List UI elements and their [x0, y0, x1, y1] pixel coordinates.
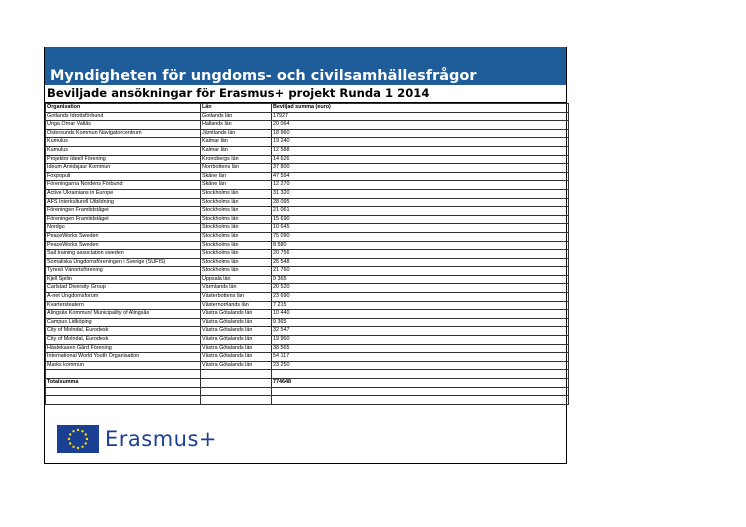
table-row — [46, 112, 569, 121]
cell-amount: 18 960 — [272, 129, 569, 138]
flag-star — [72, 430, 74, 432]
header-banner — [45, 47, 566, 85]
cell-lan: Stockholms län — [201, 258, 272, 267]
cell-organisation: City of Molndal, Eurodesk — [46, 327, 201, 336]
column-header-amount: Beviljad summa (euro) — [272, 104, 569, 113]
table-row — [46, 172, 569, 181]
flag-star — [86, 438, 88, 440]
cell-amount: 15 690 — [272, 215, 569, 224]
flag-star — [69, 442, 71, 444]
cell-organisation: Föreningen Framtidståget — [46, 207, 201, 216]
spacer-row — [46, 387, 569, 396]
cell-amount: 7 215 — [272, 301, 569, 310]
cell-organisation: Föreningen Framtidståget — [46, 215, 201, 224]
total-row — [46, 379, 569, 388]
cell-amount: 19 240 — [272, 138, 569, 147]
spreadsheet-page — [44, 47, 567, 464]
flag-star — [85, 433, 87, 435]
cell-lan: Kronobergs län — [201, 155, 272, 164]
table-row — [46, 181, 569, 190]
cell-organisation: Carlstad Diversity Group — [46, 284, 201, 293]
cell-organisation: Nordgu — [46, 224, 201, 233]
cell-lan: Kalmar län — [201, 138, 272, 147]
cell-amount: 37 800 — [272, 164, 569, 173]
cell-lan: Stockholms län — [201, 189, 272, 198]
table-row — [46, 318, 569, 327]
cell-lan: Västra Götalands län — [201, 344, 272, 353]
cell-lan: Stockholms län — [201, 215, 272, 224]
table-row — [46, 232, 569, 241]
cell-organisation: Tyresö Vänortsförening — [46, 267, 201, 276]
cell-organisation: International World Youth Organisation — [46, 353, 201, 362]
cell-lan: Stockholms län — [201, 207, 272, 216]
flag-star — [81, 446, 83, 448]
cell-amount: 12 588 — [272, 146, 569, 155]
eu-flag-icon — [57, 425, 99, 453]
cell-amount: 20 064 — [272, 121, 569, 130]
cell-amount: 38 565 — [272, 344, 569, 353]
table-row — [46, 336, 569, 345]
cell-organisation: Active Ukrainians in Europe — [46, 189, 201, 198]
column-header-organisation: Organisation — [46, 104, 201, 113]
cell-amount: 21 061 — [272, 207, 569, 216]
cell-amount: 8 580 — [272, 241, 569, 250]
cell-lan: Stockholms län — [201, 250, 272, 259]
cell-amount: 17927 — [272, 112, 569, 121]
cell-amount: 75 090 — [272, 232, 569, 241]
table-row — [46, 258, 569, 267]
cell-organisation: Hästekasen Gård Förening — [46, 344, 201, 353]
spacer-row — [46, 396, 569, 405]
table-row — [46, 293, 569, 302]
cell-lan: Värmlands län — [201, 284, 272, 293]
cell-lan: Stockholms län — [201, 224, 272, 233]
table-row — [46, 198, 569, 207]
table-row — [46, 215, 569, 224]
cell-amount: 31 320 — [272, 189, 569, 198]
cell-organisation: AFS Interkulturell Utbildning — [46, 198, 201, 207]
cell-lan: Stockholms län — [201, 241, 272, 250]
grants-table — [45, 103, 569, 405]
cell-organisation: Gotlands Idrottsförbund — [46, 112, 201, 121]
cell-lan: Västra Götalands län — [201, 310, 272, 319]
cell-lan: Västra Götalands län — [201, 327, 272, 336]
table-row — [46, 146, 569, 155]
cell-lan: Uppsala län — [201, 275, 272, 284]
cell-organisation: Alingsås Kommun/ Municipality of Alingsås — [46, 310, 201, 319]
cell-lan: Skåne län — [201, 172, 272, 181]
table-row — [46, 310, 569, 319]
cell-lan: Jämtlands län — [201, 129, 272, 138]
cell-amount: 9 365 — [272, 318, 569, 327]
table-row — [46, 327, 569, 336]
total-value: 774648 — [272, 379, 569, 388]
cell-amount: 14 626 — [272, 155, 569, 164]
cell-amount: 32 547 — [272, 327, 569, 336]
flag-star — [77, 429, 79, 431]
cell-organisation: Föreningarna Nordens Förbund — [46, 181, 201, 190]
cell-amount: 21 760 — [272, 267, 569, 276]
cell-organisation: Kjell Sjelin — [46, 275, 201, 284]
flag-star — [81, 430, 83, 432]
table-row — [46, 155, 569, 164]
cell-organisation: Ideum Arvidsjaur Kommun — [46, 164, 201, 173]
table-row — [46, 267, 569, 276]
table-row — [46, 275, 569, 284]
cell-organisation: Kumulus — [46, 138, 201, 147]
column-header-lan: Län — [201, 104, 272, 113]
table-row — [46, 224, 569, 233]
flag-star — [68, 438, 70, 440]
cell-organisation: PeaceWorks Sweden — [46, 241, 201, 250]
cell-organisation: City of Molndal, Eurodesk — [46, 336, 201, 345]
cell-lan: Västernorrlands län — [201, 301, 272, 310]
cell-organisation: Östersunds Kommun Navigatorcentrum — [46, 129, 201, 138]
cell-organisation: Campus Lidköping — [46, 318, 201, 327]
cell-lan: Västra Götalands län — [201, 361, 272, 370]
table-row — [46, 207, 569, 216]
table-row — [46, 129, 569, 138]
cell-lan: Norrbottens län — [201, 164, 272, 173]
cell-organisation: Unga Örnar Vallås — [46, 121, 201, 130]
cell-amount: 10 440 — [272, 310, 569, 319]
cell-lan: Västra Götalands län — [201, 336, 272, 345]
table-body — [46, 112, 569, 370]
flag-star — [72, 446, 74, 448]
cell-amount: 20 756 — [272, 250, 569, 259]
cell-lan: Gotlands län — [201, 112, 272, 121]
cell-organisation: Somaliska Ungdomsföreningen i Sverige (SUFIS) — [46, 258, 201, 267]
table-row — [46, 250, 569, 259]
cell-organisation: Projektor Ideell Förening — [46, 155, 201, 164]
table-row — [46, 189, 569, 198]
cell-organisation: Marks kommun — [46, 361, 201, 370]
cell-lan: Stockholms län — [201, 232, 272, 241]
flag-star — [85, 442, 87, 444]
erasmus-logo-text: Erasmus+ — [105, 427, 218, 451]
table-row — [46, 353, 569, 362]
table-row — [46, 121, 569, 130]
table-row — [46, 138, 569, 147]
cell-lan: Västra Götalands län — [201, 353, 272, 362]
table-header-row — [46, 104, 569, 113]
cell-lan: Västerbottens län — [201, 293, 272, 302]
cell-amount: 12 270 — [272, 181, 569, 190]
cell-organisation: Kumulus — [46, 146, 201, 155]
erasmus-logo — [57, 425, 217, 453]
flag-star — [77, 447, 79, 449]
cell-organisation: PeaceWorks Sweden — [46, 232, 201, 241]
cell-lan: Stockholms län — [201, 267, 272, 276]
cell-organisation: A-net Ungdomsforum — [46, 293, 201, 302]
cell-amount: 47 594 — [272, 172, 569, 181]
cell-organisation: Kvartersteatern — [46, 301, 201, 310]
table-row — [46, 284, 569, 293]
cell-lan: Hallands län — [201, 121, 272, 130]
spacer-row — [46, 370, 569, 379]
cell-organisation: Foxpopuli — [46, 172, 201, 181]
cell-lan: Västra Götalands län — [201, 318, 272, 327]
cell-amount: 23 250 — [272, 361, 569, 370]
cell-amount: 19 960 — [272, 336, 569, 345]
cell-amount: 23 690 — [272, 293, 569, 302]
table-row — [46, 344, 569, 353]
cell-amount: 20 520 — [272, 284, 569, 293]
table-row — [46, 164, 569, 173]
agency-title: Myndigheten för ungdoms- och civilsamhällesfrågor — [50, 68, 477, 84]
table-row — [46, 241, 569, 250]
cell-lan: Skåne län — [201, 181, 272, 190]
cell-amount: 9 365 — [272, 275, 569, 284]
cell-lan: Stockholms län — [201, 198, 272, 207]
table-row — [46, 301, 569, 310]
cell-amount: 25 548 — [272, 258, 569, 267]
table-row — [46, 361, 569, 370]
flag-star — [69, 433, 71, 435]
cell-lan: Kalmar län — [201, 146, 272, 155]
cell-amount: 28 095 — [272, 198, 569, 207]
cell-amount: 54 117 — [272, 353, 569, 362]
page-subtitle: Beviljade ansökningar för Erasmus+ projekt Runda 1 2014 — [45, 85, 566, 103]
cell-amount: 10 645 — [272, 224, 569, 233]
cell-organisation: Sail training association sweden — [46, 250, 201, 259]
total-label: Totalsumma — [46, 379, 201, 388]
